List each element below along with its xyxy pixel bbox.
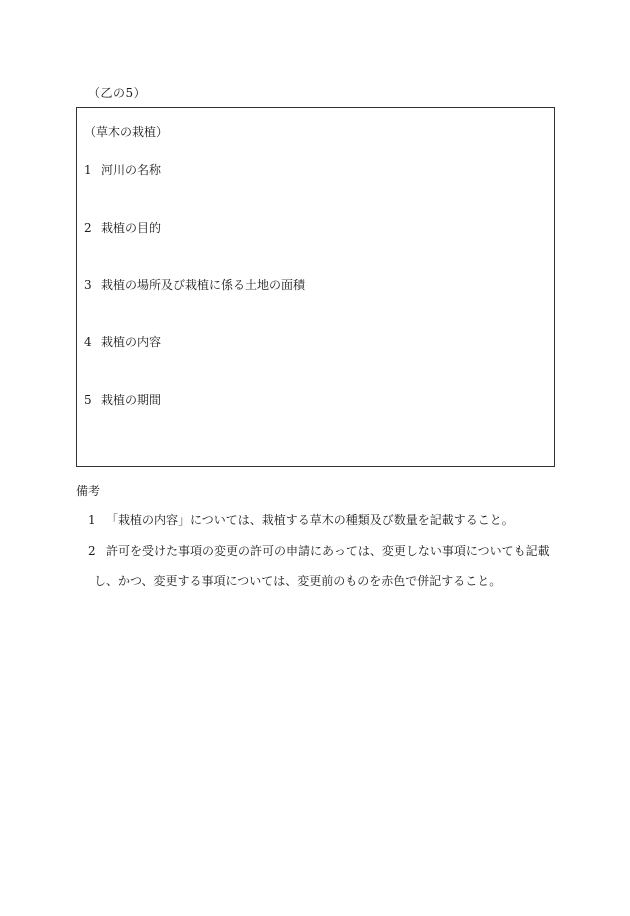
- item-label: 栽植の内容: [101, 335, 162, 349]
- item-label: 河川の名称: [101, 163, 162, 177]
- remark-2: [88, 542, 550, 559]
- item-number: 2: [84, 221, 92, 235]
- form-item-contents: [84, 333, 161, 350]
- item-label: 栽植の期間: [101, 393, 162, 407]
- remark-text: 許可を受けた事項の変更の許可の申請にあっては、変更しない事項についても記載: [106, 544, 550, 558]
- form-title: （草木の栽植）: [84, 125, 169, 139]
- item-number: 1: [84, 163, 92, 177]
- remark-1: [88, 511, 514, 528]
- remark-number: 2: [88, 544, 96, 558]
- form-number: （乙の5）: [88, 86, 147, 100]
- remark-2-continued: [94, 572, 501, 589]
- form-box: [76, 107, 555, 467]
- item-number: 4: [84, 335, 92, 349]
- form-item-river-name: [84, 161, 161, 178]
- item-label: 栽植の目的: [101, 221, 162, 235]
- remarks-title: 備考: [76, 484, 101, 498]
- form-item-location-area: [84, 276, 305, 293]
- item-number: 3: [84, 278, 92, 292]
- remark-text: し、かつ、変更する事項については、変更前のものを赤色で併記すること。: [94, 574, 502, 588]
- item-label: 栽植の場所及び栽植に係る土地の面積: [101, 278, 306, 292]
- remark-number: 1: [88, 513, 96, 527]
- item-number: 5: [84, 393, 92, 407]
- form-item-purpose: [84, 219, 161, 236]
- form-item-period: [84, 391, 161, 408]
- remark-text: 「栽植の内容」については、栽植する草木の種類及び数量を記載すること。: [106, 513, 514, 527]
